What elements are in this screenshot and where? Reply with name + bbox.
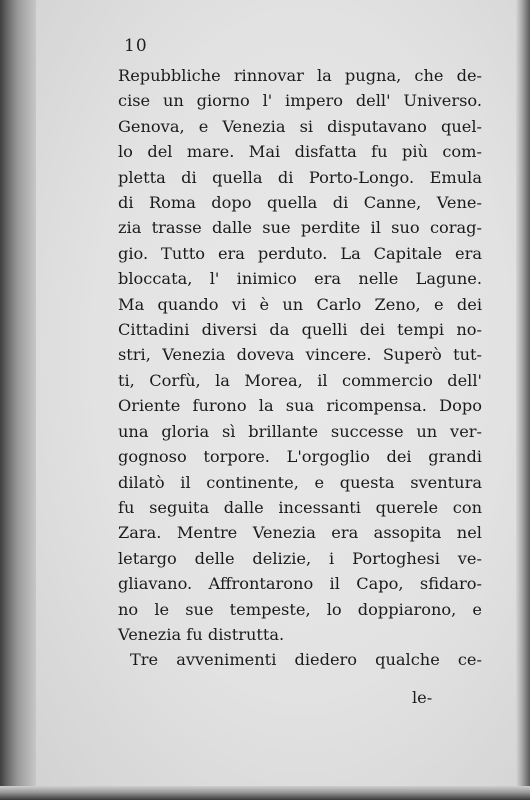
text-line: pletta di quella di Porto-Longo. Emula bbox=[118, 167, 482, 187]
page-bottom-edge bbox=[0, 786, 530, 800]
text-line: fu seguita dalle incessanti querele con bbox=[118, 497, 482, 517]
text-line: zia trasse dalle sue perdite il suo corag- bbox=[118, 218, 482, 238]
text-line: Cittadini diversi da quelli dei tempi no- bbox=[118, 320, 482, 340]
text-line: bloccata, l' inimico era nelle Lagune. bbox=[118, 269, 482, 289]
text-line: letargo delle delizie, i Portoghesi ve- bbox=[118, 548, 482, 568]
text-line: Venezia fu distrutta. bbox=[118, 624, 285, 644]
catchword: le- bbox=[412, 688, 433, 707]
text-line: una gloria sì brillante successe un ver- bbox=[118, 421, 482, 441]
text-line: Genova, e Venezia si disputavano quel- bbox=[118, 116, 482, 136]
text-line: no le sue tempeste, lo doppiarono, e bbox=[118, 599, 482, 619]
text-line: di Roma dopo quella di Canne, Vene- bbox=[118, 193, 482, 213]
body-text bbox=[118, 63, 482, 673]
paragraph-start-line: Tre avvenimenti diedero qualche ce- bbox=[130, 650, 482, 670]
page-right-edge bbox=[516, 0, 530, 800]
text-line: Ma quando vi è un Carlo Zeno, e dei bbox=[118, 294, 482, 314]
text-line: Oriente furono la sua ricompensa. Dopo bbox=[118, 396, 482, 416]
text-line: lo del mare. Mai disfatta fu più com- bbox=[118, 142, 482, 162]
text-line: cise un giorno l' impero dell' Universo. bbox=[118, 91, 482, 111]
text-line: gio. Tutto era perduto. La Capitale era bbox=[118, 243, 482, 263]
page-number: 10 bbox=[124, 36, 148, 56]
text-line: ti, Corfù, la Morea, il commercio dell' bbox=[118, 370, 482, 390]
text-line: gliavano. Affrontarono il Capo, sfidaro- bbox=[118, 574, 482, 594]
book-gutter-shadow bbox=[0, 0, 40, 800]
text-line: Zara. Mentre Venezia era assopita nel bbox=[118, 523, 482, 543]
text-line: gognoso torpore. L'orgoglio dei grandi bbox=[118, 447, 482, 467]
text-line: dilatò il continente, e questa sventura bbox=[118, 472, 482, 492]
text-line: stri, Venezia doveva vincere. Superò tut- bbox=[118, 345, 482, 365]
text-line: Repubbliche rinnovar la pugna, che de- bbox=[118, 66, 482, 85]
